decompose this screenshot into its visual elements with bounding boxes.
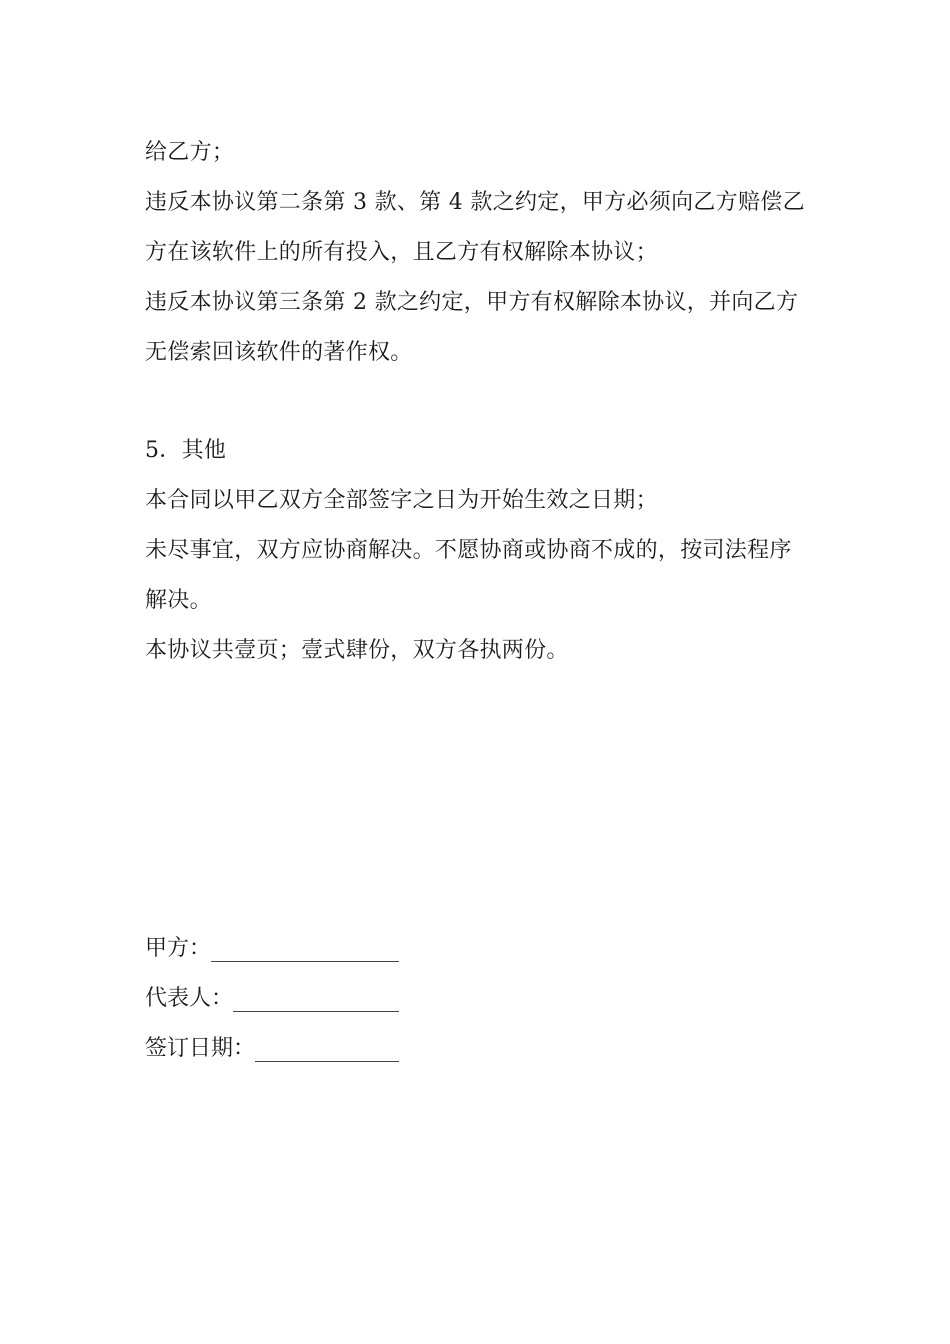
section-5-line-2: 未尽事宜，双方应协商解决。不愿协商或协商不成的，按司法程序: [145, 538, 792, 563]
paragraph-line-3: 方在该软件上的所有投入，且乙方有权解除本协议；: [145, 240, 658, 265]
paragraph-line-2: 违反本协议第二条第 3 款、第 4 款之约定，甲方必须向乙方赔偿乙: [145, 190, 805, 215]
representative-blank[interactable]: [233, 989, 399, 1012]
sign-date-label: 签订日期：: [145, 1036, 256, 1061]
representative-label: 代表人：: [145, 986, 234, 1011]
sign-date-line: [145, 1034, 399, 1064]
party-a-label: 甲方：: [145, 936, 212, 961]
section-5-heading: 5．其他: [145, 438, 227, 463]
sign-date-blank[interactable]: [255, 1039, 399, 1062]
party-a-blank[interactable]: [211, 939, 399, 962]
section-5-line-4: 本协议共壹页；壹式肆份，双方各执两份。: [145, 638, 569, 663]
section-5-line-1: 本合同以甲乙双方全部签字之日为开始生效之日期；: [145, 488, 658, 513]
party-a-signature-line: [145, 934, 399, 964]
section-5-line-3: 解决。: [145, 588, 212, 613]
paragraph-line-5: 无偿索回该软件的著作权。: [145, 340, 413, 365]
paragraph-line-4: 违反本协议第三条第 2 款之约定，甲方有权解除本协议，并向乙方: [145, 290, 799, 315]
paragraph-line-1: 给乙方；: [145, 140, 235, 165]
representative-signature-line: [145, 984, 399, 1014]
